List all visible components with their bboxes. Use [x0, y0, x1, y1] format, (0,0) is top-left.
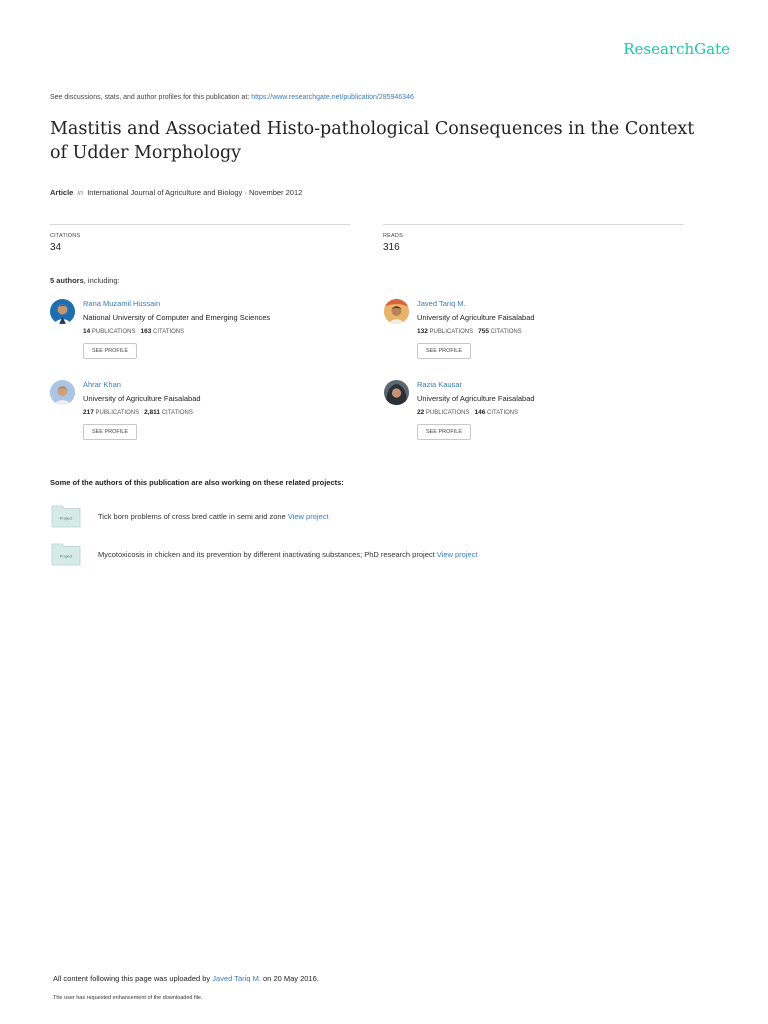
- author-citations-count: 2,811: [144, 409, 161, 416]
- uploader-link[interactable]: Javed Tariq M.: [212, 974, 261, 983]
- author-name-link[interactable]: Javed Tariq M.: [417, 299, 466, 308]
- author-stats: [417, 328, 522, 335]
- author-citations-label: CITATIONS: [161, 410, 193, 416]
- authors-count: 5 authors: [50, 276, 84, 285]
- author-citations-label: CITATIONS: [490, 329, 522, 335]
- journal-info: International Journal of Agriculture and Biology · November 2012: [87, 188, 303, 197]
- author-stats: [83, 328, 184, 335]
- view-project-link[interactable]: View project: [287, 512, 329, 521]
- author-stats: [83, 409, 193, 416]
- author-citations-count: 163: [140, 328, 152, 335]
- project-folder-icon: [51, 542, 81, 566]
- author-publications-count: 217: [83, 409, 94, 416]
- author-name-link[interactable]: Rana Muzamil Hussain: [83, 299, 161, 308]
- author-publications-label: PUBLICATIONS: [91, 329, 136, 335]
- author-citations-label: CITATIONS: [487, 410, 519, 416]
- citations-stat: [50, 224, 350, 253]
- author-publications-count: 132: [417, 328, 428, 335]
- discussion-notice: [50, 94, 414, 101]
- project-description: [98, 550, 478, 559]
- reads-label: READS: [383, 233, 403, 239]
- author-institution: University of Agriculture Faisalabad: [417, 394, 535, 403]
- project-icon-label: Project: [59, 515, 73, 521]
- see-profile-button[interactable]: SEE PROFILE: [83, 343, 137, 359]
- author-publications-label: PUBLICATIONS: [429, 329, 474, 335]
- project-folder-icon: [51, 504, 81, 528]
- researchgate-logo[interactable]: ResearchGate: [623, 40, 730, 58]
- project-item: [50, 504, 700, 530]
- author-name-link[interactable]: Ahrar Khan: [83, 380, 121, 389]
- project-item: [50, 542, 700, 568]
- reads-stat: [383, 224, 684, 253]
- see-profile-button[interactable]: SEE PROFILE: [417, 343, 471, 359]
- author-card: [384, 380, 674, 450]
- publication-url-link[interactable]: https://www.researchgate.net/publication/285946346: [251, 94, 414, 101]
- see-profile-button[interactable]: SEE PROFILE: [83, 424, 137, 440]
- author-card: [50, 299, 340, 369]
- citations-label: CITATIONS: [50, 233, 81, 239]
- author-card: [50, 380, 340, 450]
- author-publications-label: PUBLICATIONS: [425, 410, 470, 416]
- citations-value: 34: [50, 242, 62, 253]
- project-icon-label: Project: [59, 553, 73, 559]
- author-citations-label: CITATIONS: [153, 329, 185, 335]
- author-stats: [417, 409, 518, 416]
- project-title: Mycotoxicosis in chicken and its prevention by different inactivating substances; PhD research project: [98, 550, 435, 559]
- authors-heading: [50, 276, 120, 285]
- upload-suffix: on 20 May 2016.: [263, 974, 319, 983]
- author-avatar[interactable]: [384, 299, 409, 324]
- author-avatar[interactable]: [384, 380, 409, 405]
- author-institution: National University of Computer and Emerging Sciences: [83, 313, 271, 322]
- author-citations-count: 755: [478, 328, 489, 335]
- related-projects-heading: Some of the authors of this publication are also working on these related projects:: [50, 478, 344, 487]
- author-publications-count: 22: [417, 409, 425, 416]
- author-name-link[interactable]: Razia Kausar: [417, 380, 463, 389]
- publication-title: Mastitis and Associated Histo-pathological Consequences in the Context of Udder Morphology: [50, 119, 695, 163]
- upload-notice: [53, 974, 319, 983]
- authors-heading-suffix: , including:: [83, 276, 120, 285]
- author-publications-label: PUBLICATIONS: [95, 410, 140, 416]
- author-institution: University of Agriculture Faisalabad: [83, 394, 201, 403]
- upload-prefix: All content following this page was uploaded by: [53, 974, 211, 983]
- author-card: [384, 299, 674, 369]
- discussion-text: See discussions, stats, and author profiles for this publication at:: [50, 94, 250, 101]
- author-institution: University of Agriculture Faisalabad: [417, 313, 535, 322]
- author-citations-count: 146: [474, 409, 486, 416]
- enhancement-note: The user has requested enhancement of the downloaded file.: [53, 995, 203, 1001]
- see-profile-button[interactable]: SEE PROFILE: [417, 424, 471, 440]
- author-avatar[interactable]: [50, 299, 75, 324]
- project-description: [98, 512, 329, 521]
- view-project-link[interactable]: View project: [436, 550, 478, 559]
- publication-meta: [50, 188, 302, 197]
- author-publications-count: 14: [83, 328, 91, 335]
- in-label: in: [77, 188, 84, 197]
- publication-type: Article: [50, 188, 74, 197]
- project-title: Tick born problems of cross bred cattle in semi arid zone: [98, 512, 286, 521]
- author-avatar[interactable]: [50, 380, 75, 405]
- reads-value: 316: [383, 242, 400, 253]
